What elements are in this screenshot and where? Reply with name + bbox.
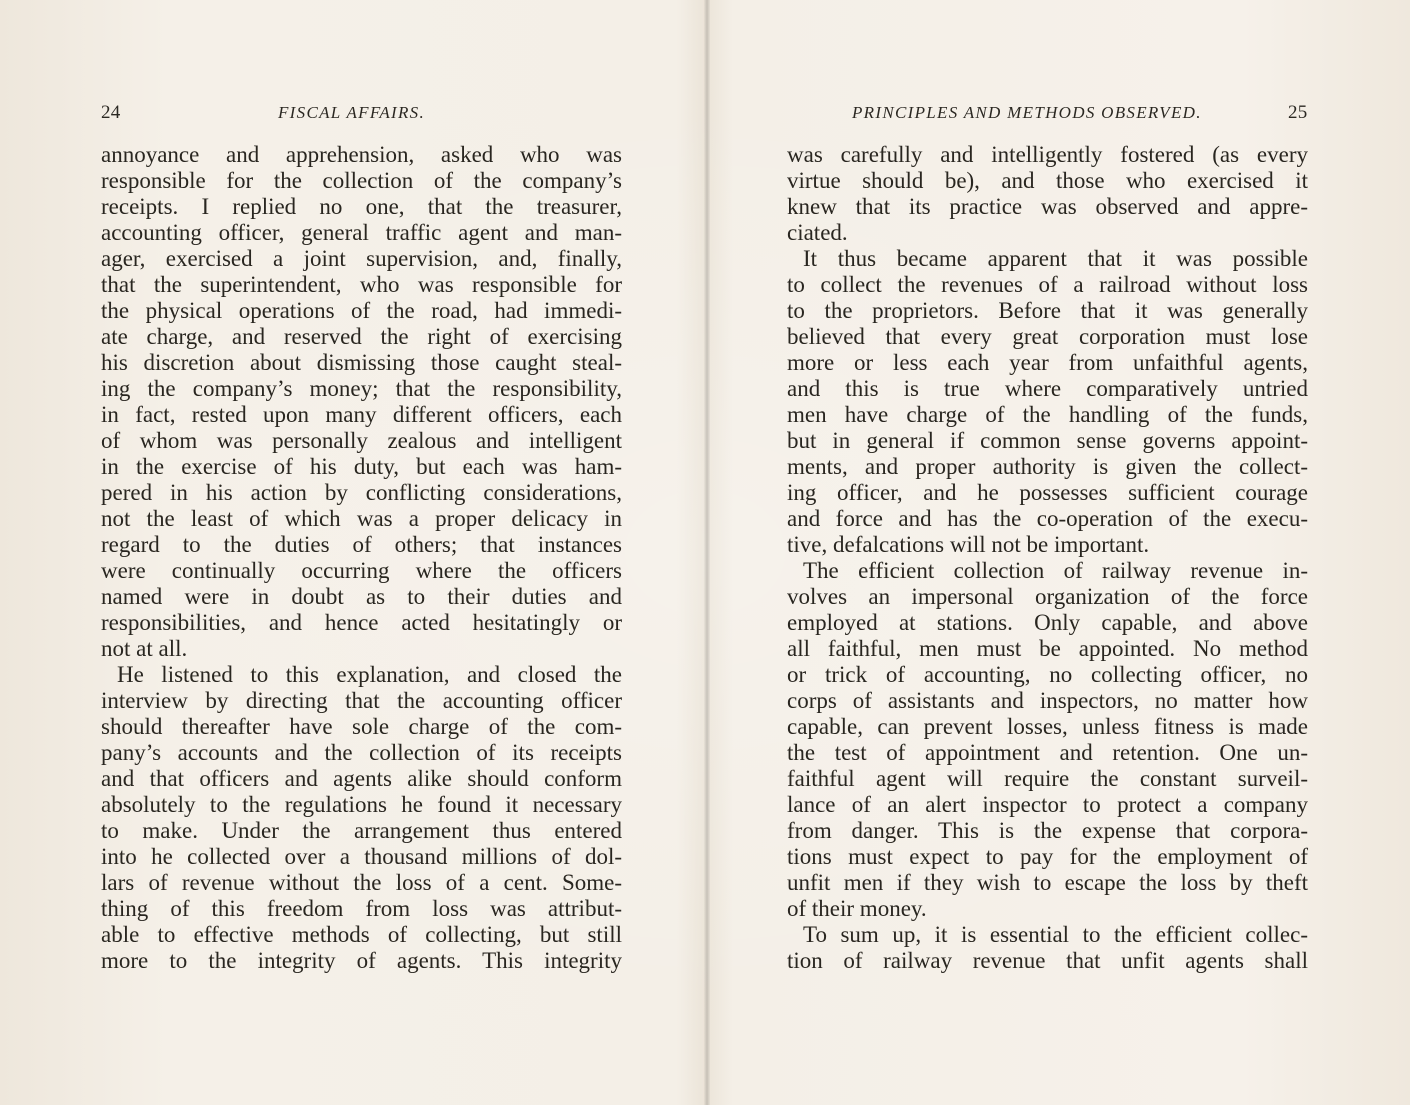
right-line-11: men have charge of the handling of the funds, bbox=[787, 402, 1308, 427]
left-line-30: thing of this freedom from loss was attribut- bbox=[101, 896, 622, 921]
left-running-head: FISCAL AFFAIRS. bbox=[278, 103, 425, 122]
right-line-30: of their money. bbox=[787, 896, 927, 921]
right-line-15: and force and has the co-operation of the execu- bbox=[787, 506, 1308, 531]
left-line-31: able to effective methods of collecting, but still bbox=[101, 922, 622, 947]
left-line-6: that the superintendent, who was responsible for bbox=[101, 272, 622, 297]
right-line-5: It thus became apparent that it was possible bbox=[803, 246, 1308, 271]
left-line-4: accounting officer, general traffic agent and man- bbox=[101, 220, 622, 245]
right-line-7: to the proprietors. Before that it was generally bbox=[787, 298, 1308, 323]
right-line-18: volves an impersonal organization of the force bbox=[787, 584, 1308, 609]
left-line-26: absolutely to the regulations he found it necessary bbox=[101, 792, 622, 817]
left-line-12: of whom was personally zealous and intelligent bbox=[101, 428, 622, 453]
left-line-16: regard to the duties of others; that instances bbox=[101, 532, 622, 557]
left-line-3: receipts. I replied no one, that the treasurer, bbox=[101, 194, 622, 219]
left-line-13: in the exercise of his duty, but each was ham- bbox=[101, 454, 622, 479]
left-line-22: interview by directing that the accounting officer bbox=[101, 688, 622, 713]
right-line-25: faithful agent will require the constant surveil- bbox=[787, 766, 1308, 791]
left-line-15: not the least of which was a proper delicacy in bbox=[101, 506, 622, 531]
left-line-27: to make. Under the arrangement thus entered bbox=[101, 818, 622, 843]
left-line-10: ing the company’s money; that the responsibility, bbox=[101, 376, 622, 401]
left-line-11: in fact, rested upon many different officers, each bbox=[101, 402, 622, 427]
right-line-22: corps of assistants and inspectors, no matter how bbox=[787, 688, 1308, 713]
left-line-5: ager, exercised a joint supervision, and, finally, bbox=[101, 246, 622, 271]
right-line-23: capable, can prevent losses, unless fitness is made bbox=[787, 714, 1308, 739]
right-line-3: knew that its practice was observed and appre- bbox=[787, 194, 1308, 219]
right-line-19: employed at stations. Only capable, and above bbox=[787, 610, 1308, 635]
left-page-text bbox=[101, 142, 622, 974]
right-line-13: ments, and proper authority is given the collect- bbox=[787, 454, 1308, 479]
left-line-21: He listened to this explanation, and closed the bbox=[117, 662, 622, 687]
left-page bbox=[0, 0, 704, 1105]
right-line-21: or trick of accounting, no collecting officer, no bbox=[787, 662, 1308, 687]
right-line-2: virtue should be), and those who exercised it bbox=[787, 168, 1308, 193]
right-line-20: all faithful, men must be appointed. No method bbox=[787, 636, 1308, 661]
right-line-1: was carefully and intelligently fostered (as every bbox=[787, 142, 1308, 167]
left-line-28: into he collected over a thousand millions of dol- bbox=[101, 844, 622, 869]
left-line-19: responsibilities, and hence acted hesitatingly or bbox=[101, 610, 622, 635]
right-line-31: To sum up, it is essential to the efficient collec- bbox=[803, 922, 1308, 947]
left-line-2: responsible for the collection of the company’s bbox=[101, 168, 622, 193]
right-line-10: and this is true where comparatively untried bbox=[787, 376, 1308, 401]
right-line-8: believed that every great corporation must lose bbox=[787, 324, 1308, 349]
right-line-17: The efficient collection of railway revenue in- bbox=[803, 558, 1308, 583]
right-line-9: more or less each year from unfaithful agents, bbox=[787, 350, 1308, 375]
left-line-7: the physical operations of the road, had immedi- bbox=[101, 298, 622, 323]
left-line-8: ate charge, and reserved the right of exercising bbox=[101, 324, 622, 349]
right-line-14: ing officer, and he possesses sufficient courage bbox=[787, 480, 1308, 505]
left-line-25: and that officers and agents alike should conform bbox=[101, 766, 622, 791]
right-page-number: 25 bbox=[1288, 102, 1308, 123]
right-line-27: from danger. This is the expense that corpora- bbox=[787, 818, 1308, 843]
left-line-29: lars of revenue without the loss of a cent. Some- bbox=[101, 870, 622, 895]
right-page bbox=[710, 0, 1410, 1105]
right-running-head: PRINCIPLES AND METHODS OBSERVED. bbox=[852, 103, 1202, 122]
left-page-number: 24 bbox=[101, 102, 121, 123]
right-line-16: tive, defalcations will not be important. bbox=[787, 532, 1150, 557]
right-line-24: the test of appointment and retention. One un- bbox=[787, 740, 1308, 765]
left-line-32: more to the integrity of agents. This integrity bbox=[101, 948, 622, 973]
left-line-14: pered in his action by conflicting considerations, bbox=[101, 480, 622, 505]
right-line-32: tion of railway revenue that unfit agents shall bbox=[787, 948, 1308, 973]
left-line-18: named were in doubt as to their duties and bbox=[101, 584, 622, 609]
left-line-1: annoyance and apprehension, asked who was bbox=[101, 142, 622, 167]
right-line-4: ciated. bbox=[787, 220, 848, 245]
right-line-29: unfit men if they wish to escape the loss by theft bbox=[787, 870, 1308, 895]
right-line-26: lance of an alert inspector to protect a company bbox=[787, 792, 1308, 817]
left-line-20: not at all. bbox=[101, 636, 188, 661]
left-line-17: were continually occurring where the officers bbox=[101, 558, 622, 583]
right-line-12: but in general if common sense governs appoint- bbox=[787, 428, 1308, 453]
right-line-6: to collect the revenues of a railroad without loss bbox=[787, 272, 1308, 297]
right-line-28: tions must expect to pay for the employment of bbox=[787, 844, 1308, 869]
left-line-23: should thereafter have sole charge of the com- bbox=[101, 714, 622, 739]
left-line-9: his discretion about dismissing those caught steal- bbox=[101, 350, 622, 375]
right-page-text bbox=[787, 142, 1308, 974]
left-line-24: pany’s accounts and the collection of its receipts bbox=[101, 740, 622, 765]
